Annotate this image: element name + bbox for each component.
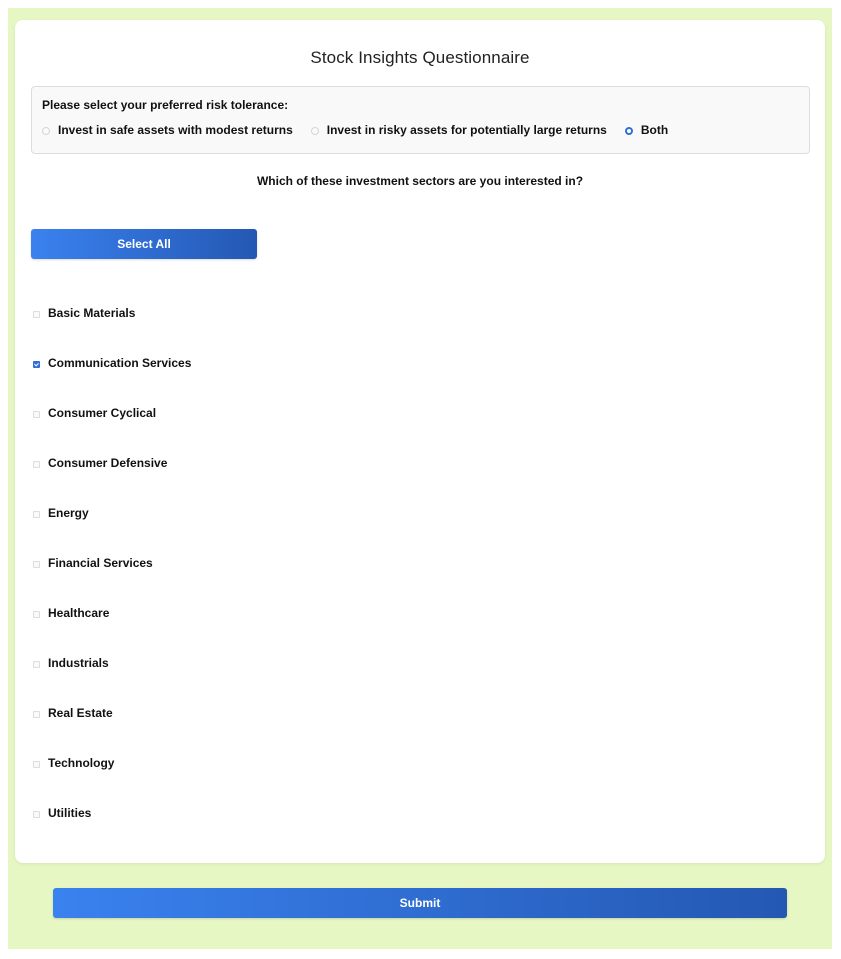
risk-option-risky[interactable] — [311, 123, 607, 137]
checkbox-communication-services[interactable] — [33, 361, 40, 368]
sector-label: Consumer Cyclical — [48, 406, 157, 420]
sector-label: Basic Materials — [48, 306, 136, 320]
sector-item-technology[interactable] — [33, 756, 191, 806]
sector-label: Energy — [48, 506, 89, 520]
sector-item-real-estate[interactable] — [33, 706, 191, 756]
checkbox-real-estate[interactable] — [33, 711, 40, 718]
sector-label: Industrials — [48, 656, 109, 670]
page-title: Stock Insights Questionnaire — [310, 48, 530, 67]
page-background — [8, 8, 832, 949]
checkbox-financial-services[interactable] — [33, 561, 40, 568]
sector-item-communication-services[interactable] — [33, 356, 191, 406]
questionnaire-card — [15, 20, 825, 863]
sector-item-healthcare[interactable] — [33, 606, 191, 656]
radio-button-safe[interactable] — [42, 127, 50, 135]
sector-label: Real Estate — [48, 706, 113, 720]
checkbox-basic-materials[interactable] — [33, 311, 40, 318]
checkbox-consumer-defensive[interactable] — [33, 461, 40, 468]
sector-item-utilities[interactable] — [33, 806, 191, 856]
sector-label: Utilities — [48, 806, 92, 820]
risk-option-both[interactable] — [625, 123, 668, 137]
risk-tolerance-group — [31, 86, 810, 154]
submit-button[interactable]: Submit — [53, 888, 787, 918]
radio-button-risky[interactable] — [311, 127, 319, 135]
sector-label: Healthcare — [48, 606, 110, 620]
sector-item-industrials[interactable] — [33, 656, 191, 706]
sector-list — [33, 306, 191, 856]
sector-item-financial-services[interactable] — [33, 556, 191, 606]
select-all-button[interactable]: Select All — [31, 229, 257, 259]
risk-options — [42, 123, 686, 137]
checkbox-technology[interactable] — [33, 761, 40, 768]
checkbox-energy[interactable] — [33, 511, 40, 518]
sector-item-basic-materials[interactable] — [33, 306, 191, 356]
sector-label: Financial Services — [48, 556, 153, 570]
sector-label: Consumer Defensive — [48, 456, 168, 470]
risk-option-safe[interactable] — [42, 123, 293, 137]
sector-item-consumer-defensive[interactable] — [33, 456, 191, 506]
checkbox-consumer-cyclical[interactable] — [33, 411, 40, 418]
risk-option-safe-label: Invest in safe assets with modest returns — [58, 123, 293, 137]
checkbox-utilities[interactable] — [33, 811, 40, 818]
checkbox-healthcare[interactable] — [33, 611, 40, 618]
risk-tolerance-label: Please select your preferred risk tolerance: — [42, 98, 289, 112]
sectors-question: Which of these investment sectors are you interested in? — [256, 174, 584, 188]
risk-option-both-label: Both — [640, 123, 669, 137]
sector-item-consumer-cyclical[interactable] — [33, 406, 191, 456]
sector-label: Communication Services — [48, 356, 192, 370]
sector-item-energy[interactable] — [33, 506, 191, 556]
checkbox-industrials[interactable] — [33, 661, 40, 668]
sector-label: Technology — [48, 756, 115, 770]
risk-option-risky-label: Invest in risky assets for potentially large returns — [326, 123, 607, 137]
radio-button-both[interactable] — [625, 127, 633, 135]
